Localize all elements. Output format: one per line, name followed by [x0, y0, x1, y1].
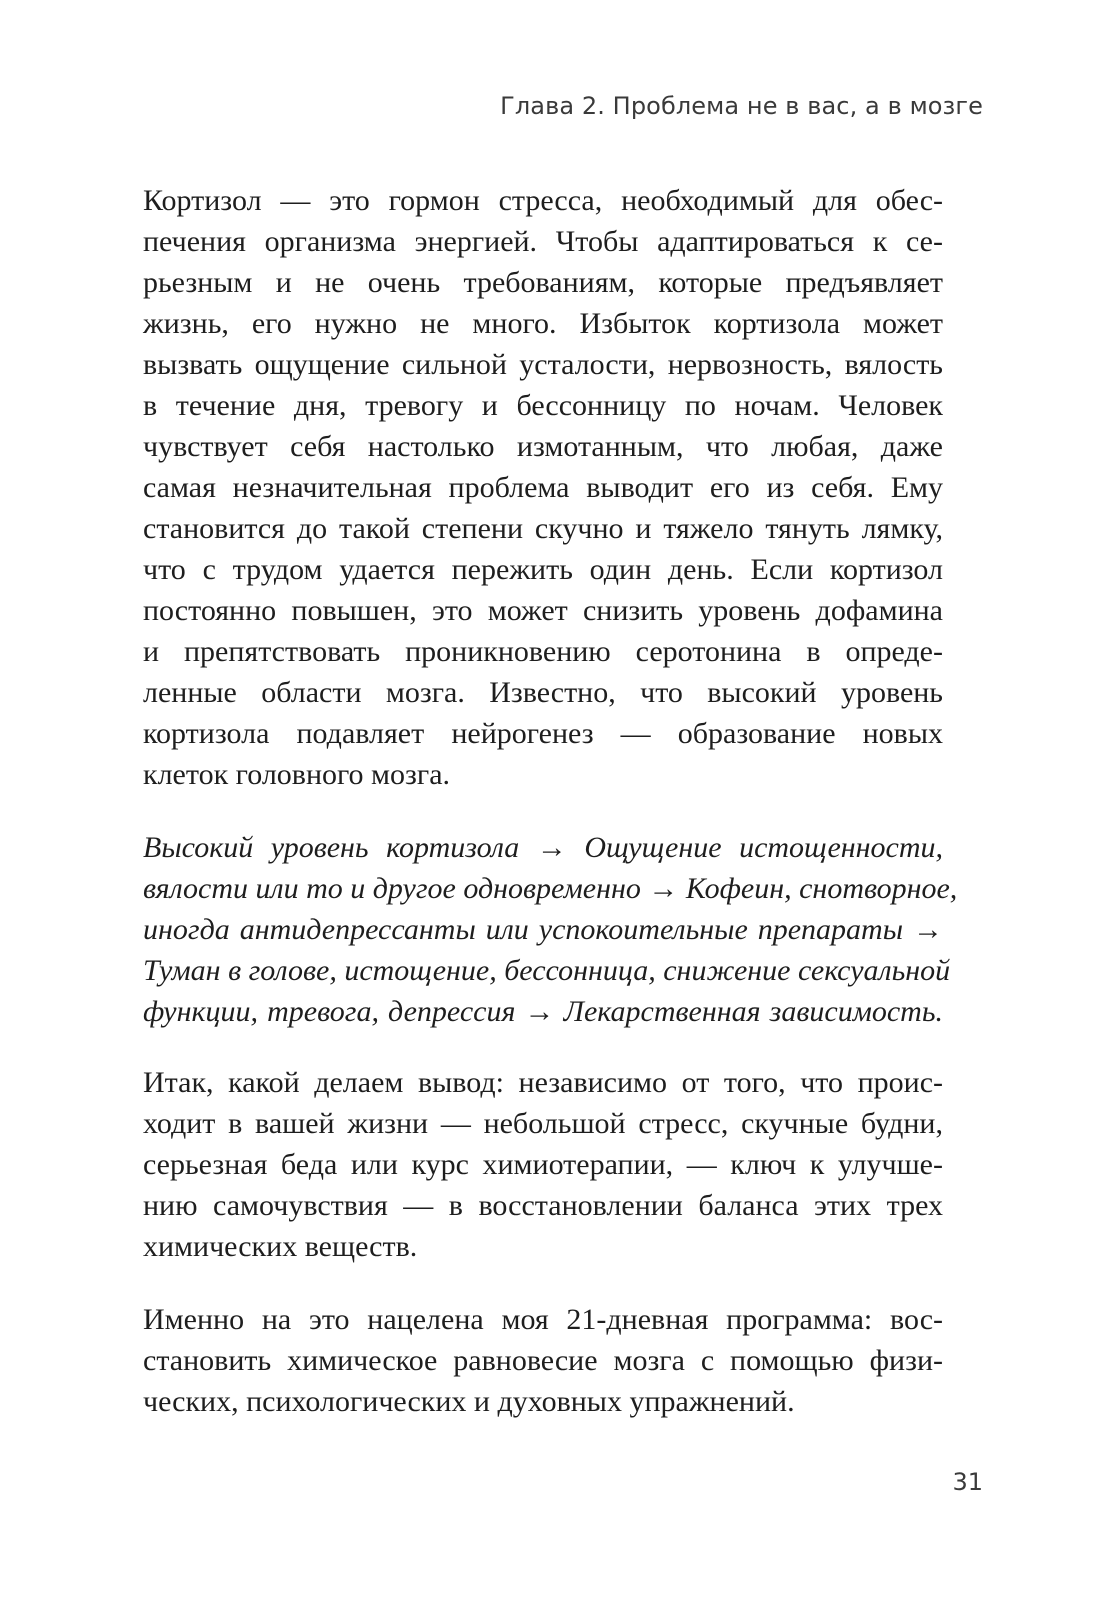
text-line: клеток головного мозга.	[143, 758, 451, 791]
running-head: Глава 2. Проблема не в вас, а в мозге	[500, 92, 983, 120]
text-line: становится до такой степени скучно и тяжело тянуть лямку,	[143, 512, 943, 545]
text-line: вялости или то и другое одновременно → Кофеин, снотворное,	[143, 872, 958, 905]
page-number: 31	[952, 1468, 983, 1496]
text-line: химических веществ.	[143, 1230, 418, 1263]
paragraph-cortisol	[143, 180, 943, 795]
paragraph-conclusion	[143, 1062, 943, 1267]
text-line: серьезная беда или курс химиотерапии, — ключ к улучше-	[143, 1148, 943, 1181]
paragraph-program	[143, 1299, 943, 1422]
text-line: и препятствовать проникновению серотонина в опреде-	[143, 635, 943, 668]
text-line: иногда антидепрессанты или успокоительные препараты →	[143, 913, 943, 946]
paragraph-cortisol-chain	[143, 827, 958, 1032]
text-line: чувствует себя настолько измотанным, что любая, даже	[143, 430, 943, 463]
text-line: Кортизол — это гормон стресса, необходимый для обес-	[143, 184, 943, 217]
text-line: Итак, какой делаем вывод: независимо от того, что проис-	[143, 1066, 943, 1099]
text-line: ленные области мозга. Известно, что высокий уровень	[143, 676, 943, 709]
text-line: становить химическое равновесие мозга с помощью физи-	[143, 1344, 943, 1377]
text-line: что с трудом удается пережить один день. Если кортизол	[143, 553, 943, 586]
text-line: Высокий уровень кортизола → Ощущение истощенности,	[143, 831, 943, 864]
text-line: ходит в вашей жизни — небольшой стресс, скучные будни,	[143, 1107, 943, 1140]
text-line: жизнь, его нужно не много. Избыток кортизола может	[143, 307, 943, 340]
text-line: рьезным и не очень требованиям, которые предъявляет	[143, 266, 943, 299]
text-line: кортизола подавляет нейрогенез — образование новых	[143, 717, 943, 750]
text-line: функции, тревога, депрессия → Лекарственная зависимость.	[143, 995, 943, 1028]
text-line: Именно на это нацелена моя 21-дневная программа: вос-	[143, 1303, 943, 1336]
page-body	[143, 180, 958, 1422]
text-line: ческих, психологических и духовных упражнений.	[143, 1385, 795, 1418]
text-line: вызвать ощущение сильной усталости, нервозность, вялость	[143, 348, 943, 381]
text-line: печения организма энергией. Чтобы адаптироваться к се-	[143, 225, 943, 258]
text-line: постоянно повышен, это может снизить уровень дофамина	[143, 594, 943, 627]
text-line: самая незначительная проблема выводит его из себя. Ему	[143, 471, 943, 504]
text-line: Туман в голове, истощение, бессонница, снижение сексуальной	[143, 954, 951, 987]
text-line: нию самочувствия — в восстановлении баланса этих трех	[143, 1189, 943, 1222]
text-line: в течение дня, тревогу и бессонницу по ночам. Человек	[143, 389, 943, 422]
